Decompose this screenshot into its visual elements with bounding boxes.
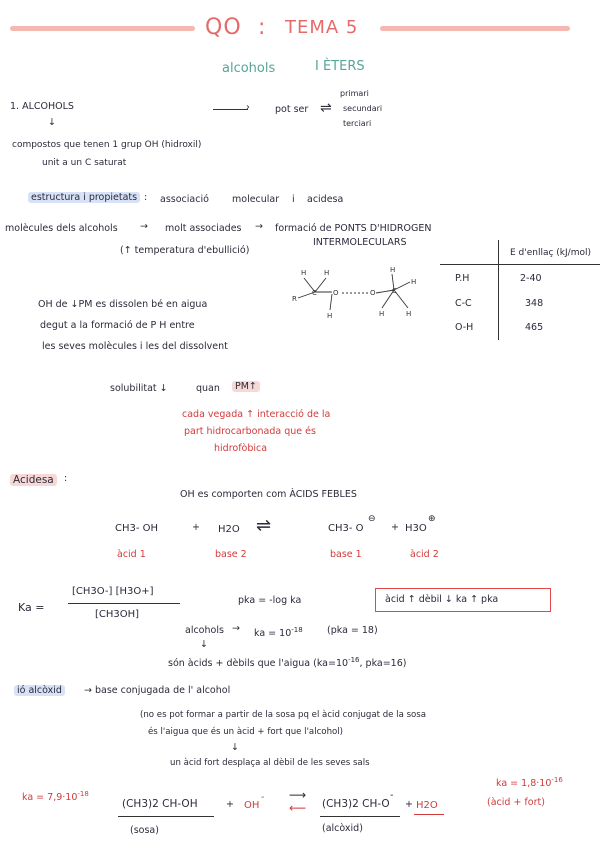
solubility-label: solubilitat ↓	[110, 383, 168, 394]
branch-symbol: ⇌	[320, 100, 332, 116]
structure-molecular: molecular	[232, 194, 280, 205]
table-bond-ph: P.H	[455, 273, 470, 284]
atom-h5: H	[406, 310, 412, 318]
eq-isopropoxide: (CH3)2 CH-O	[322, 798, 390, 810]
eq-isopropoxide-charge: -	[390, 790, 394, 801]
alcohols-ka-base: ka = 10	[254, 628, 292, 640]
header-qo: QO	[205, 15, 242, 40]
acidesa-colon: :	[64, 473, 68, 484]
eq-methoxide-charge: ⊖	[368, 514, 376, 524]
acidesa-heading	[10, 474, 57, 486]
solubility-line-1: OH de ↓PM es dissolen bé en aigua	[38, 299, 208, 310]
solubility-pm	[232, 382, 260, 393]
acid-strength-text: àcid ↑ dèbil ↓ ka ↑ pka	[385, 594, 499, 605]
solubility-line-2: degut a la formació de P H entre	[40, 320, 195, 331]
arrow-down-3: ↓	[231, 742, 239, 753]
arrow-down-2: ↓	[200, 639, 208, 650]
header-bar-left	[10, 26, 195, 31]
ka-denominator: [CH3OH]	[95, 609, 140, 620]
weaker-text: són àcids + dèbils que l'aigua (ka=10	[168, 658, 349, 670]
eq-hydronium: H3O	[405, 523, 427, 534]
definition-line-2: unit a un C saturat	[42, 158, 127, 168]
eq-arrow-back: ⟵	[289, 801, 307, 815]
interaction-line-1: cada vegada ↑ interacció de la	[182, 409, 331, 420]
eq-methanol: CH3- OH	[115, 523, 159, 534]
table-value-oh: 465	[525, 322, 544, 333]
strong-acid-note: (àcid + fort)	[487, 797, 545, 808]
underline-water	[414, 814, 444, 815]
structure-assoc: associació	[160, 194, 209, 205]
ka-right-value	[496, 776, 563, 790]
type-terciari: terciari	[343, 119, 372, 128]
alcoxid-heading	[14, 686, 65, 697]
molecules-text: molècules dels alcohols	[5, 223, 118, 234]
interaction-line-2: part hidrocarbonada que és	[184, 426, 316, 437]
atom-h6: H	[411, 278, 417, 286]
subtitle-alcohols: alcohols	[222, 61, 276, 76]
subtitle-eters: I ÈTERS	[315, 59, 365, 74]
alcoxid-note-2: és l'aigua que és un àcid + fort que l'alcohol)	[148, 727, 344, 737]
arrow-down: ↓	[48, 117, 56, 128]
table-hline	[440, 264, 600, 265]
associades-text: molt associades	[165, 223, 242, 234]
ka-right-exp: -16	[551, 776, 563, 784]
ka-left-base: ka = 7,9·10	[22, 792, 78, 804]
solubility-quan: quan	[196, 383, 220, 394]
eq-water: H2O	[218, 524, 240, 535]
type-secundari: secundari	[343, 104, 383, 113]
alcoxid-heading-text: ió alcòxid	[14, 685, 65, 696]
interaction-line-3: hidrofòbica	[214, 443, 268, 454]
table-vline	[498, 240, 499, 340]
weaker-than-water	[168, 656, 406, 670]
atom-h2: H	[324, 269, 330, 277]
atom-r: R	[292, 295, 297, 303]
acidesa-intro: OH es comporten com ÀCIDS FEBLES	[180, 489, 357, 500]
ka-label: Ka =	[18, 601, 45, 614]
label-acid-1: àcid 1	[117, 549, 146, 560]
atom-o2: O	[370, 289, 376, 297]
eq-arrow-forward: ⟶	[289, 788, 307, 802]
intermoleculars-text: INTERMOLECULARS	[313, 237, 407, 248]
atom-h7: H	[390, 266, 396, 274]
alcohols-arrow: →	[232, 623, 240, 634]
ka-numerator: [CH3O-] [H3O+]	[72, 586, 154, 597]
ka-left-value	[22, 790, 89, 804]
table-value-cc: 348	[525, 298, 544, 309]
alcoxid-note-1: (no es pot formar a partir de la sosa pq el àcid conjugat de la sosa	[140, 710, 427, 720]
underline-alcoxid	[320, 816, 400, 817]
weaker-tail: , pka=16)	[359, 658, 407, 670]
eq-plus-2: +	[391, 522, 399, 533]
eq-hydroxide-charge: -	[261, 792, 265, 803]
header-sep: :	[258, 15, 267, 40]
atom-h4: H	[379, 310, 385, 318]
underline-sosa	[118, 816, 214, 817]
atom-h3: H	[327, 312, 333, 320]
alcohols-pka: (pka = 18)	[327, 625, 378, 636]
table-value-ph: 2-40	[520, 273, 542, 284]
definition-line-1: compostos que tenen 1 grup OH (hidroxil)	[12, 140, 202, 150]
alcohols-ka-value	[254, 626, 303, 640]
atom-o1: O	[333, 289, 339, 297]
eq-plus-4: +	[405, 799, 413, 810]
structure-label-text: estructura i propietats	[28, 192, 140, 203]
structure-label	[28, 193, 140, 204]
table-bond-oh: O-H	[455, 322, 474, 333]
ka-fraction-line	[68, 603, 180, 604]
arrow-head: ›	[246, 102, 250, 113]
eq-hydronium-charge: ⊕	[428, 514, 436, 524]
acidesa-heading-text: Acidesa	[10, 474, 57, 486]
label-base-1: base 1	[330, 549, 362, 560]
pot-ser: pot ser	[275, 104, 309, 115]
eq-plus-1: +	[192, 522, 200, 533]
ka-left-exp: -18	[77, 790, 89, 798]
eq-methoxide: CH3- O	[328, 523, 364, 534]
eq-plus-3: +	[226, 799, 234, 810]
temperature-text: (↑ temperatura d'ebullició)	[120, 245, 250, 256]
page-title: TEMA 5	[285, 17, 359, 38]
alcohols-ka-exp: -18	[291, 626, 303, 634]
type-primari: primari	[340, 89, 369, 98]
label-acid-2: àcid 2	[410, 549, 439, 560]
atom-h1: H	[301, 269, 307, 277]
label-base-2: base 2	[215, 549, 247, 560]
alcohols-ka-label: alcohols	[185, 625, 224, 636]
ka-right-base: ka = 1,8·10	[496, 778, 552, 790]
label-sosa: (sosa)	[130, 825, 159, 836]
eq-equilibrium-arrow: ⇌	[256, 515, 272, 536]
header-bar-right	[380, 26, 570, 31]
ponts-text: formació de PONTS D'HIDROGEN	[275, 223, 432, 234]
eq-isopropanol: (CH3)2 CH-OH	[122, 798, 198, 810]
solubility-line-3: les seves molècules i les del dissolvent	[42, 341, 228, 352]
eq-hydroxide: OH	[244, 800, 260, 811]
section-heading-alcohols: 1. ALCOHOLS	[10, 101, 74, 112]
label-alcoxid: (alcòxid)	[322, 823, 363, 834]
structure-i: i	[292, 194, 295, 205]
alcoxid-note-3: un àcid fort desplaça al dèbil de les seves sals	[170, 758, 370, 768]
hydrogen-bond-diagram	[282, 262, 427, 334]
alcoxid-definition: → base conjugada de l' alcohol	[84, 685, 231, 696]
eq-water-2: H2O	[416, 800, 438, 811]
arrow-1: →	[140, 221, 148, 232]
table-bond-cc: C-C	[455, 298, 472, 309]
pka-formula: pka = -log ka	[238, 595, 302, 606]
structure-acidesa: acidesa	[307, 194, 344, 205]
table-header: E d'enllaç (kJ/mol)	[510, 248, 591, 258]
structure-colon: :	[144, 192, 148, 203]
atom-c1: C	[312, 289, 317, 297]
solubility-pm-text: PM↑	[232, 381, 260, 392]
arrow-2: →	[255, 221, 263, 232]
atom-c2: C	[392, 287, 397, 295]
weaker-exp: -16	[348, 656, 360, 664]
arrow-line	[213, 109, 248, 110]
